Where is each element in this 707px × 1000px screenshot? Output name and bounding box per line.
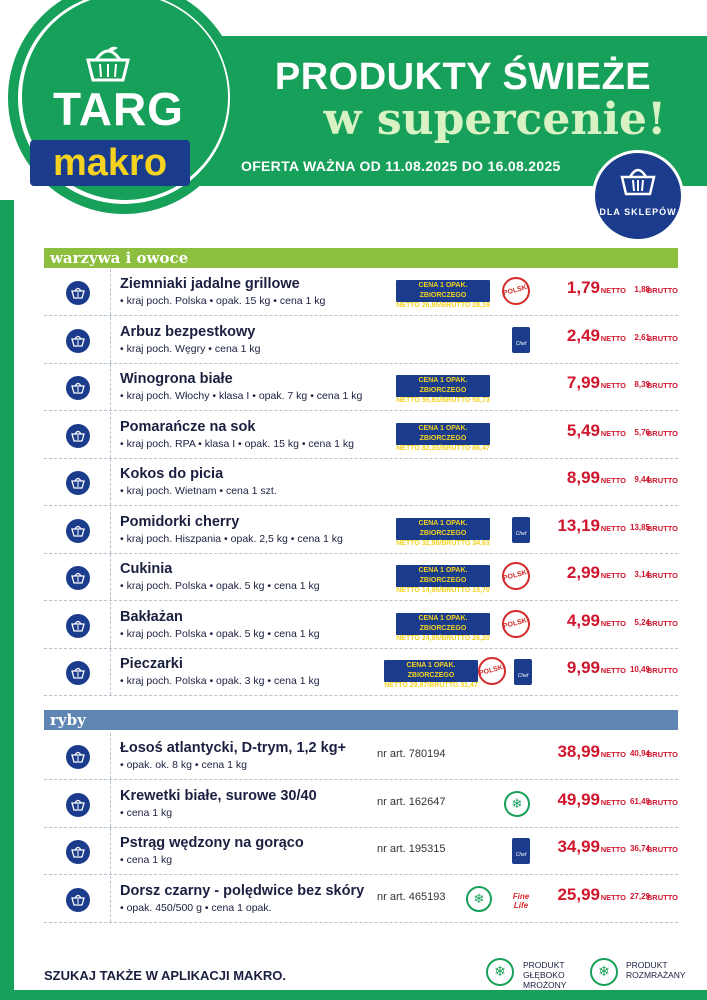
bulk-pack-price <box>396 280 490 309</box>
page-subtitle: w supercenie! <box>323 94 667 145</box>
product-description: • cena 1 kg <box>120 806 173 819</box>
polski-badge-text: POLSKI <box>502 616 530 630</box>
net-price: 2,49 <box>566 325 600 345</box>
bulk-pack-line2: NETTO 32,98/BRUTTO 34,63 <box>396 539 490 547</box>
row-divider <box>110 733 111 779</box>
polski-product-badge <box>502 610 530 638</box>
frozen-icon: ❄ <box>466 886 492 912</box>
netto-label: NETTO <box>600 381 626 390</box>
netto-label: NETTO <box>600 892 626 902</box>
polski-badge-text: POLSKI <box>502 283 530 298</box>
add-to-basket-icon[interactable] <box>66 661 90 685</box>
add-to-basket-icon[interactable] <box>66 471 90 495</box>
article-number: nr art. 195315 <box>377 843 446 855</box>
bulk-pack-line1: CENA 1 OPAK. ZBIORCZEGO <box>418 614 468 632</box>
product-row <box>44 412 678 459</box>
metro-chef-badge <box>512 838 530 864</box>
row-divider <box>110 317 111 363</box>
bulk-pack-price <box>396 423 490 452</box>
bulk-pack-line2: NETTO 82,35/BRUTTO 86,47 <box>396 444 490 452</box>
brutto-label: BRUTTO <box>646 618 678 628</box>
add-to-basket-icon[interactable] <box>66 566 90 590</box>
row-divider <box>110 269 111 315</box>
brutto-label: BRUTTO <box>646 571 678 580</box>
product-row <box>44 459 678 506</box>
product-name: Pomidorki cherry <box>120 513 240 530</box>
netto-label: NETTO <box>600 750 626 759</box>
bulk-pack-line2: NETTO 55,93/BRUTTO 58,73 <box>396 397 490 404</box>
chef-badge-text: Chef <box>515 530 527 537</box>
add-to-basket-icon[interactable] <box>66 424 90 448</box>
left-green-band <box>0 200 14 1000</box>
gross-price: 9,44 <box>634 475 650 484</box>
metro-chef-badge <box>512 327 530 353</box>
product-description: • kraj poch. Węgry • cena 1 kg <box>120 342 261 355</box>
product-row <box>44 269 678 316</box>
metro-chef-badge <box>514 659 532 685</box>
footer-app-text: SZUKAJ TAKŻE W APLIKACJI MAKRO. <box>44 968 286 983</box>
brutto-label: BRUTTO <box>646 333 678 343</box>
gross-price: 27,29 <box>629 891 650 901</box>
add-to-basket-icon[interactable] <box>66 614 90 638</box>
bulk-pack-line2: NETTO 26,85/BRUTTO 28,19 <box>396 302 490 309</box>
basket-logo-icon <box>82 44 134 84</box>
gross-price: 10,49 <box>629 665 650 674</box>
gross-price: 1,88 <box>634 285 650 294</box>
brutto-label: BRUTTO <box>646 523 678 533</box>
gross-price: 5,24 <box>634 617 650 627</box>
frozen-legend-icon: ❄ <box>486 958 514 986</box>
netto-label: NETTO <box>600 476 626 485</box>
product-description: • opak. 450/500 g • cena 1 opak. <box>120 901 272 914</box>
bulk-pack-price <box>396 375 490 404</box>
section-vegetables-header: warzywa i owoce <box>44 248 678 268</box>
product-name: Cukinia <box>120 561 173 577</box>
product-row <box>44 828 678 875</box>
bulk-pack-price <box>396 518 490 547</box>
brutto-label: BRUTTO <box>646 286 678 295</box>
row-divider <box>110 602 111 648</box>
product-name: Pieczarki <box>120 656 183 672</box>
net-price: 4,99 <box>566 610 600 630</box>
brutto-label: BRUTTO <box>646 797 678 807</box>
row-divider <box>110 649 111 695</box>
add-to-basket-icon[interactable] <box>66 376 90 400</box>
product-name: Pstrąg wędzony na gorąco <box>120 835 304 851</box>
brand-makro: makro <box>52 142 168 184</box>
frozen-icon: ❄ <box>504 791 530 817</box>
product-name: Dorsz czarny - polędwice bez skóry <box>120 882 365 899</box>
product-description: • kraj poch. Wietnam • cena 1 szt. <box>120 485 277 497</box>
product-description: • kraj poch. Polska • opak. 5 kg • cena 1 kg <box>120 580 320 592</box>
fine-life-badge <box>510 884 532 914</box>
shop-badge-label: DLA SKLEPÓW <box>599 207 677 217</box>
product-name: Kokos do picia <box>120 466 224 482</box>
gross-price: 8,39 <box>634 380 650 389</box>
add-to-basket-icon[interactable] <box>66 745 90 769</box>
product-name: Pomarańcze na sok <box>120 418 256 435</box>
product-name: Arbuz bezpestkowy <box>120 323 256 340</box>
polski-product-badge <box>502 277 530 305</box>
bulk-pack-line1: CENA 1 OPAK. ZBIORCZEGO <box>418 424 468 442</box>
netto-label: NETTO <box>600 333 626 343</box>
thawed-legend-icon: ❄ <box>590 958 618 986</box>
polski-product-badge <box>478 657 506 685</box>
product-description: • kraj poch. Polska • opak. 3 kg • cena 1 kg <box>120 675 320 687</box>
bulk-pack-line1: CENA 1 OPAK. ZBIORCZEGO <box>418 519 468 537</box>
product-row <box>44 364 678 411</box>
netto-label: NETTO <box>600 523 626 533</box>
row-divider <box>110 876 111 922</box>
net-price: 34,99 <box>557 837 600 856</box>
brutto-label: BRUTTO <box>646 428 678 438</box>
brutto-label: BRUTTO <box>646 381 678 390</box>
product-description: • kraj poch. Polska • opak. 15 kg • cena 1 kg <box>120 295 326 307</box>
net-price: 9,99 <box>566 658 600 677</box>
product-description: • cena 1 kg <box>120 854 173 866</box>
product-row <box>44 733 678 780</box>
net-price: 5,49 <box>566 420 600 440</box>
netto-label: NETTO <box>600 428 626 438</box>
brand-targ: TARG <box>53 83 184 135</box>
product-row <box>44 876 678 923</box>
netto-label: NETTO <box>600 797 626 807</box>
article-number: nr art. 465193 <box>377 890 446 903</box>
shop-badge <box>592 150 684 242</box>
netto-label: NETTO <box>600 286 626 295</box>
product-row <box>44 781 678 828</box>
product-name: Winogrona białe <box>120 371 233 387</box>
netto-label: NETTO <box>600 618 626 628</box>
product-description: • kraj poch. Włochy • klasa I • opak. 7 kg • cena 1 kg <box>120 390 363 402</box>
net-price: 38,99 <box>557 742 600 761</box>
polski-badge-text: POLSKI <box>502 568 530 583</box>
product-row <box>44 554 678 601</box>
gross-price: 5,76 <box>634 427 650 437</box>
product-name: Ziemniaki jadalne grillowe <box>120 276 300 292</box>
chef-badge-text: Chef <box>515 340 527 347</box>
row-divider <box>110 412 111 458</box>
product-name: Bakłażan <box>120 608 183 625</box>
gross-price: 3,14 <box>634 570 650 579</box>
bulk-pack-price <box>396 613 490 642</box>
product-row <box>44 507 678 554</box>
fine-life-text: Fine Life <box>512 891 530 910</box>
brutto-label: BRUTTO <box>646 476 678 485</box>
net-price: 49,99 <box>557 789 600 809</box>
row-divider <box>110 459 111 505</box>
product-row <box>44 649 678 696</box>
bulk-pack-line1: CENA 1 OPAK. ZBIORCZEGO <box>406 662 456 679</box>
product-row <box>44 602 678 649</box>
product-description: • kraj poch. Polska • opak. 5 kg • cena 1 kg <box>120 627 320 640</box>
section-fish-header: ryby <box>44 710 678 730</box>
add-to-basket-icon[interactable] <box>66 793 90 817</box>
page-title: PRODUKTY ŚWIEŻE <box>274 56 652 98</box>
article-number: nr art. 780194 <box>377 748 446 760</box>
net-price: 7,99 <box>566 373 600 392</box>
product-row <box>44 317 678 364</box>
bulk-pack-line2: NETTO 29,97/BRUTTO 31,47 <box>384 682 478 689</box>
row-divider <box>110 828 111 874</box>
offer-validity: OFERTA WAŻNA OD 11.08.2025 DO 16.08.2025 <box>241 158 561 174</box>
add-to-basket-icon[interactable] <box>66 329 90 353</box>
gross-price: 13,85 <box>629 522 650 532</box>
brutto-label: BRUTTO <box>646 845 678 854</box>
chef-badge-text: Chef <box>517 673 529 679</box>
metro-chef-badge <box>512 517 530 543</box>
add-to-basket-icon[interactable] <box>66 840 90 864</box>
row-divider <box>110 781 111 827</box>
row-divider <box>110 364 111 410</box>
add-to-basket-icon[interactable] <box>66 519 90 543</box>
bulk-pack-price <box>384 660 478 689</box>
bulk-pack-line1: CENA 1 OPAK. ZBIORCZEGO <box>418 377 468 394</box>
gross-price: 61,49 <box>629 796 650 806</box>
chef-badge-text: Chef <box>515 852 527 858</box>
bulk-pack-line2: NETTO 14,95/BRUTTO 15,70 <box>396 587 490 594</box>
add-to-basket-icon[interactable] <box>66 281 90 305</box>
bottom-green-band <box>0 990 707 1000</box>
brutto-label: BRUTTO <box>646 892 678 902</box>
brutto-label: BRUTTO <box>646 666 678 675</box>
netto-label: NETTO <box>600 845 626 854</box>
product-description: • kraj poch. RPA • klasa I • opak. 15 kg • cena 1 kg <box>120 437 354 450</box>
row-divider <box>110 507 111 553</box>
row-divider <box>110 554 111 600</box>
polski-product-badge <box>502 562 530 590</box>
frozen-legend-text: PRODUKT GŁĘBOKO MROŻONY <box>523 960 567 990</box>
brutto-label: BRUTTO <box>646 750 678 759</box>
netto-label: NETTO <box>600 666 626 675</box>
product-name: Krewetki białe, surowe 30/40 <box>120 787 317 804</box>
gross-price: 36,74 <box>629 844 650 853</box>
add-to-basket-icon[interactable] <box>66 888 90 912</box>
bulk-pack-line1: CENA 1 OPAK. ZBIORCZEGO <box>418 282 468 299</box>
net-price: 2,99 <box>566 563 600 582</box>
net-price: 13,19 <box>557 515 600 535</box>
product-description: • kraj poch. Hiszpania • opak. 2,5 kg • cena 1 kg <box>120 532 343 545</box>
article-number: nr art. 162647 <box>377 795 446 808</box>
net-price: 1,79 <box>566 278 600 297</box>
gross-price: 2,61 <box>634 332 650 342</box>
product-description: • opak. ok. 8 kg • cena 1 kg <box>120 759 248 771</box>
netto-label: NETTO <box>600 571 626 580</box>
product-name: Łosoś atlantycki, D-trym, 1,2 kg+ <box>120 740 347 756</box>
net-price: 25,99 <box>557 884 600 904</box>
gross-price: 40,94 <box>629 749 650 758</box>
bulk-pack-line2: NETTO 24,95/BRUTTO 26,20 <box>396 634 490 642</box>
bulk-pack-line1: CENA 1 OPAK. ZBIORCZEGO <box>418 567 468 584</box>
bulk-pack-price <box>396 565 490 594</box>
basket-icon <box>619 167 657 197</box>
net-price: 8,99 <box>566 468 600 487</box>
thawed-legend-text: PRODUKT ROZMRAŻANY <box>626 960 686 980</box>
polski-badge-text: POLSKI <box>478 663 506 678</box>
